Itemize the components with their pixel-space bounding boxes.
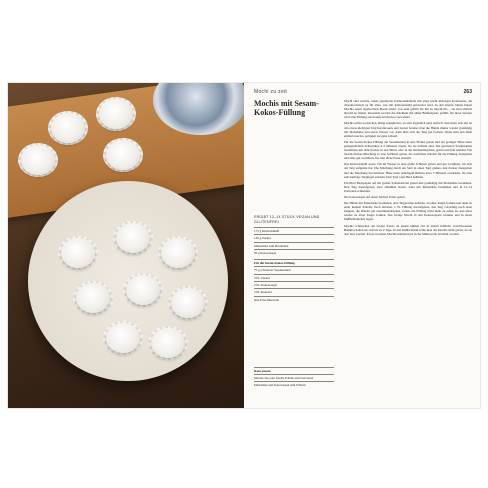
mochi-cup [96, 97, 136, 131]
paragraph: Mochi sind weiche, runde japanische Klebreisküchlein mit einer leicht klebrigen Konsistenz, die charakteristisch ist für alles, was mit Klebreismehl zubereitet wird. In den letzten Jahren haben Mochis einen regelrechten Boom erlebt, von dem gefüllt bis hin zu Mochi-Eis – sie sind einfach überall zu finden. Klassisch werden die Küchlein mit süßer Bohnenpaste gefüllt, für diese Version wird eine Füllung aus Sesam und Kokos verwendet. [344, 99, 472, 120]
ingredient-item: 120 g Zucker [254, 234, 334, 241]
ingredient-item: 2 EL Kokosöl [254, 288, 334, 295]
mochi-cup [158, 236, 198, 270]
serving-heading: Dazu passen [254, 367, 334, 374]
ingredient-item: 3 EL Zucker [254, 274, 334, 281]
serving-plate [28, 181, 228, 381]
ingredient-item: 75 g schwarzer Sesamsamen [254, 266, 334, 273]
serving-item: Maisstärke und Kokosraspel zum Wälzen [254, 381, 334, 388]
mochi-cup [18, 143, 58, 177]
mochi-cup [103, 138, 143, 172]
serving-suggestions [254, 364, 334, 388]
paragraph: Die Kokosraspel auf einen flachen Teller geben. [344, 194, 406, 199]
paragraph: Für die Sesam-Kokos-Füllung die Sesamsamen in eine Pfanne geben und bei geringer Hitze unter gelegentlichem Schwenken 4–5 Minuten rösten, bis sie duftend sind. Die gerösteten Sesamsamen zusammen mit dem Zucker in den Mixer oder in die Küchenmaschine geben und fein mahlen. Die Sesam-Zucker-Mischung in eine Schüssel geben, die restlichen Zutaten für die Füllung dazugeben und alles gut verrühren, bis eine dicke Paste entsteht. [344, 139, 472, 161]
mochi-cup [58, 236, 98, 270]
paragraph: Das Klebreismehl sowie 310 ml Wasser in eine große Schüssel geben und gut verrühren, bis sich der Teig aufgelöst hat. Die Mischung durch ein Sieb in einen Topf gießen, den Zucker dazugeben und die Mischung bei mittlerer Hitze unter ständigem Rühren etwa 5 Minuten erwärmen, bis eine sehr klebrige Teigkugel entsteht. Den Topf vom Herd nehmen. [344, 162, 472, 179]
ingredient-list [254, 227, 334, 303]
mochi-cup [73, 281, 113, 315]
mochi-cup [148, 326, 188, 360]
paragraph: Die Hände mit Maisstärke bestäuben, eine Teigportion nehmen, zu einer Kugel formen und dann zu einer kleinen Scheibe flach drücken. 1 TL Füllung daraufgeben, den Teig vorsichtig nach oben klappen, die Ränder gut zusammendrücken, sodass die Füllung nicht mehr zu sehen ist, und diese wieder zu einer Kugel formen. Das fertige Mochi in den Kokosraspeln wenden und in einen Muffinförmchen legen. [344, 201, 472, 222]
mochi-cup [113, 221, 153, 255]
recipe-instructions [344, 99, 472, 238]
recipe-subtitle: ERGIBT 12–14 STÜCK VEGAN UND GLUTENFREI [254, 215, 320, 224]
mochi-cup [123, 273, 163, 307]
recipe-title: Mochis mit Sesam-Kokos-Füllung [254, 99, 319, 117]
ingredient-group-heading: Für die Sesam-Kokos-Füllung [254, 259, 334, 266]
ingredient-item: 175 g Klebreismehl [254, 227, 334, 234]
serving-item: Matcha-Tee oder frische Früchte zum Servieren [254, 374, 334, 381]
running-head: Mochi zu zeit [254, 89, 288, 95]
paragraph: Ein Blatt Backpapier auf ein großes Schneidebrett geben und großzügig mit Maisstärke bestäuben. Den Teig daraufgeben, kurz abkühlen lassen, dann mit Maisstärke bestäuben und in 12–14 Portionen schneiden. [344, 180, 472, 193]
mochi-cup [168, 286, 208, 320]
book-spread [8, 83, 480, 408]
page-number: 263 [463, 89, 472, 95]
ingredient-item: 50 g Kokosraspel [254, 249, 334, 256]
mochi-cup [103, 321, 143, 355]
mochi-cup [48, 111, 88, 145]
paragraph: Mochis selbst zu machen, klingt kompliziert, ist aber eigentlich ganz einfach, man muss sich nur an den etwas klebrigen Teig herantrauen. Am besten bereitet man die Hände immer wieder großzügig mit Maisstärke und etwas Wasser vor, dann lässt sich der Teig gut formen. Wenn man den Dreh einmal raus hat, gelingen sie ganz schnell. [344, 121, 472, 138]
recipe-page [244, 83, 480, 408]
ingredient-item: Maisstärke zum Bestäuben [254, 242, 334, 249]
paragraph: Mochis schmecken am besten frisch, an einem kühlen Ort in einem luftdicht verschlossenen Behälter halten sie sich bis zu 2 Tage. In den Kühlschrank sollte man die Mochis nicht geben, da sie dort hart werden. Etwas trockene Mochis können kurz in der Mikrowelle erwärmt werden. [344, 223, 472, 236]
ingredient-item: 2 EL Kokosraspel [254, 281, 334, 288]
ingredient-item: eine Prise Meersalz [254, 296, 334, 303]
mochi-photo [8, 83, 244, 408]
